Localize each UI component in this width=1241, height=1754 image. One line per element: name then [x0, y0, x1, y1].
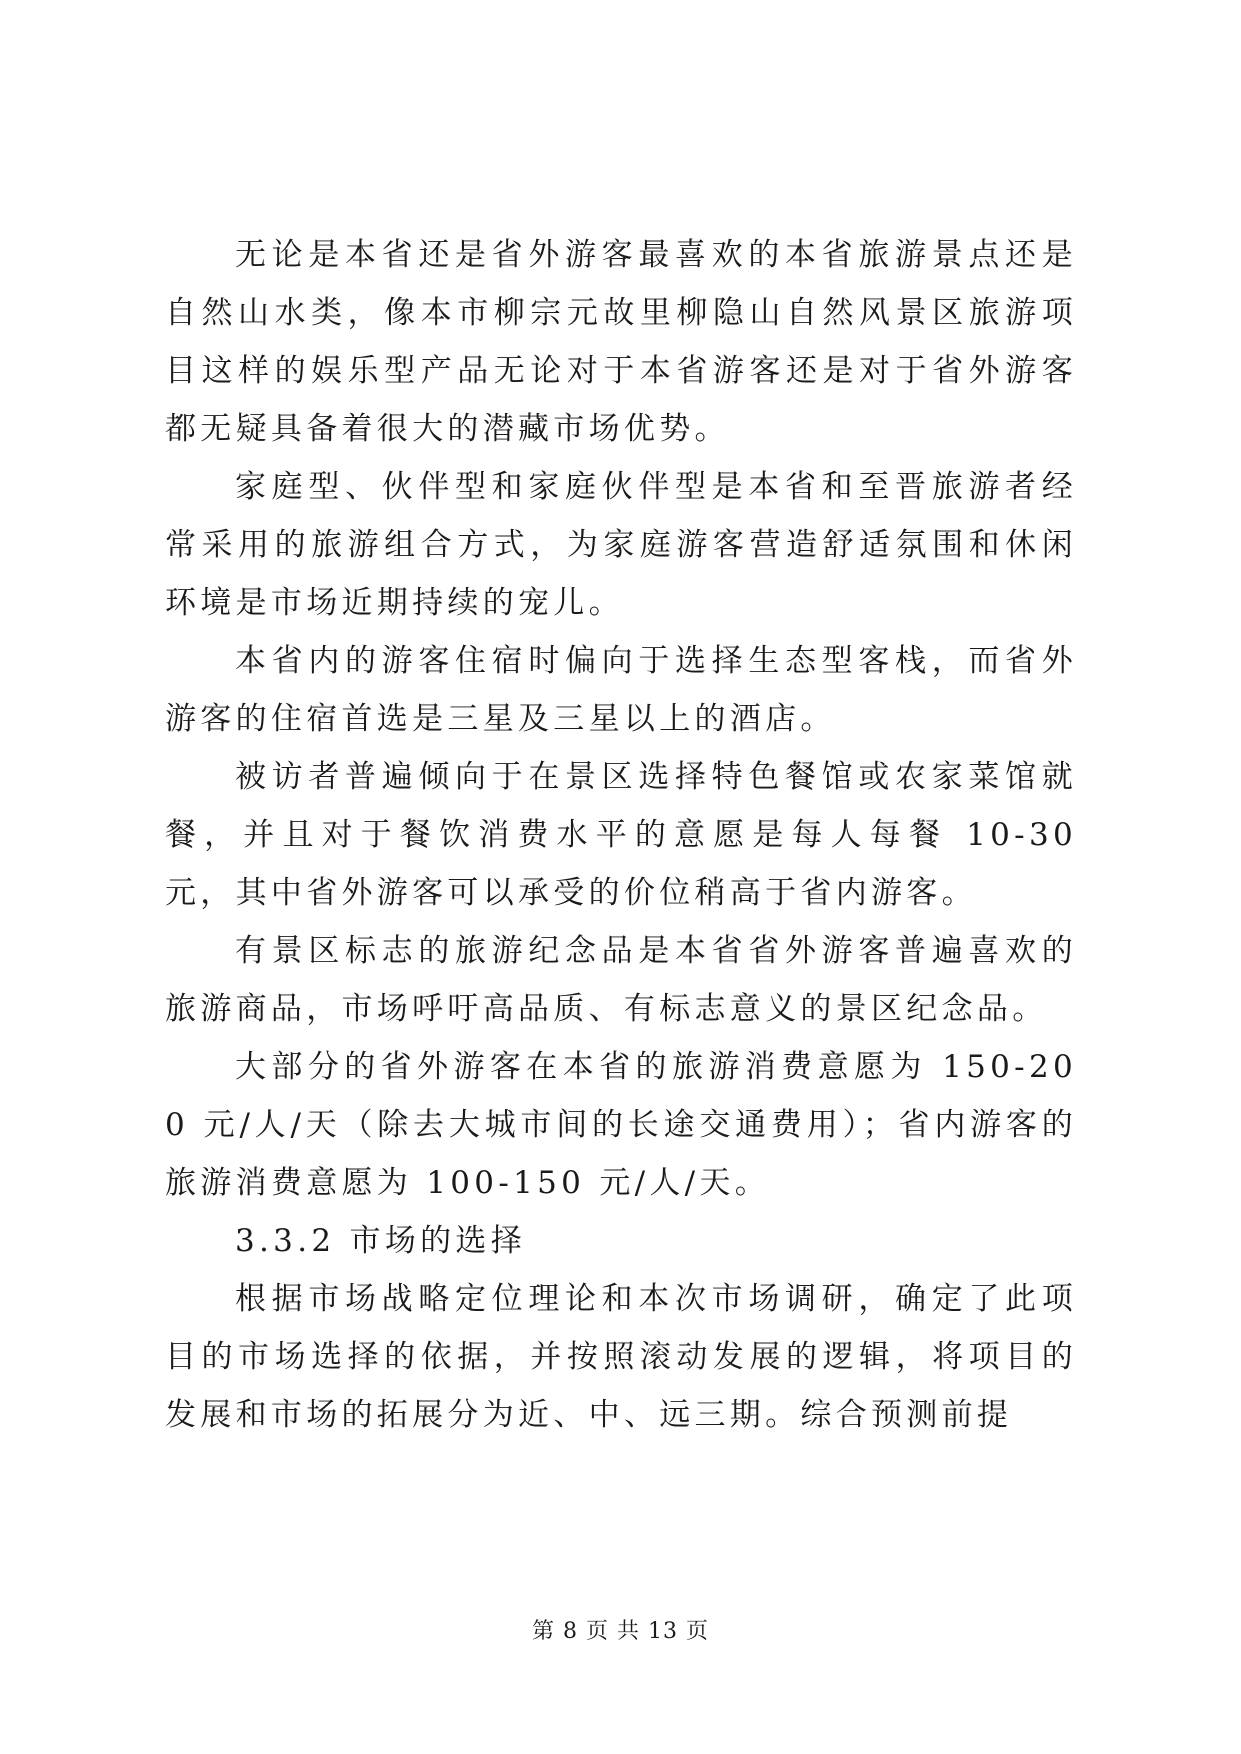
paragraph-spending: 大部分的省外游客在本省的旅游消费意愿为 150-200 元/人/天（除去大城市间的长途交通费用）；省内游客的旅游消费意愿为 100-150 元/人/天。	[165, 1049, 1077, 1201]
page-number-footer: 第 8 页 共 13 页	[532, 1619, 709, 1644]
section-heading-3-3-2: 3.3.2 市场的选择	[235, 1223, 527, 1259]
paragraph-souvenirs: 有景区标志的旅游纪念品是本省省外游客普遍喜欢的旅游商品，市场呼吁高品质、有标志意义的景区纪念品。	[165, 933, 1077, 1027]
paragraph-dining: 被访者普遍倾向于在景区选择特色餐馆或农家菜馆就餐，并且对于餐饮消费水平的意愿是每人每餐 10-30 元，其中省外游客可以承受的价位稍高于省内游客。	[165, 759, 1077, 911]
paragraph-accommodation: 本省内的游客住宿时偏向于选择生态型客栈，而省外游客的住宿首选是三星及三星以上的酒店。	[165, 643, 1077, 737]
paragraph-attractions: 无论是本省还是省外游客最喜欢的本省旅游景点还是自然山水类，像本市柳宗元故里柳隐山自然风景区旅游项目这样的娱乐型产品无论对于本省游客还是对于省外游客都无疑具备着很大的潜藏市场优势。	[165, 237, 1077, 447]
paragraph-market-selection: 根据市场战略定位理论和本次市场调研，确定了此项目的市场选择的依据，并按照滚动发展的逻辑，将项目的发展和市场的拓展分为近、中、远三期。综合预测前提	[165, 1281, 1077, 1433]
paragraph-travel-groups: 家庭型、伙伴型和家庭伙伴型是本省和至晋旅游者经常采用的旅游组合方式，为家庭游客营造舒适氛围和休闲环境是市场近期持续的宠儿。	[165, 469, 1077, 621]
document-body	[165, 226, 1077, 1444]
